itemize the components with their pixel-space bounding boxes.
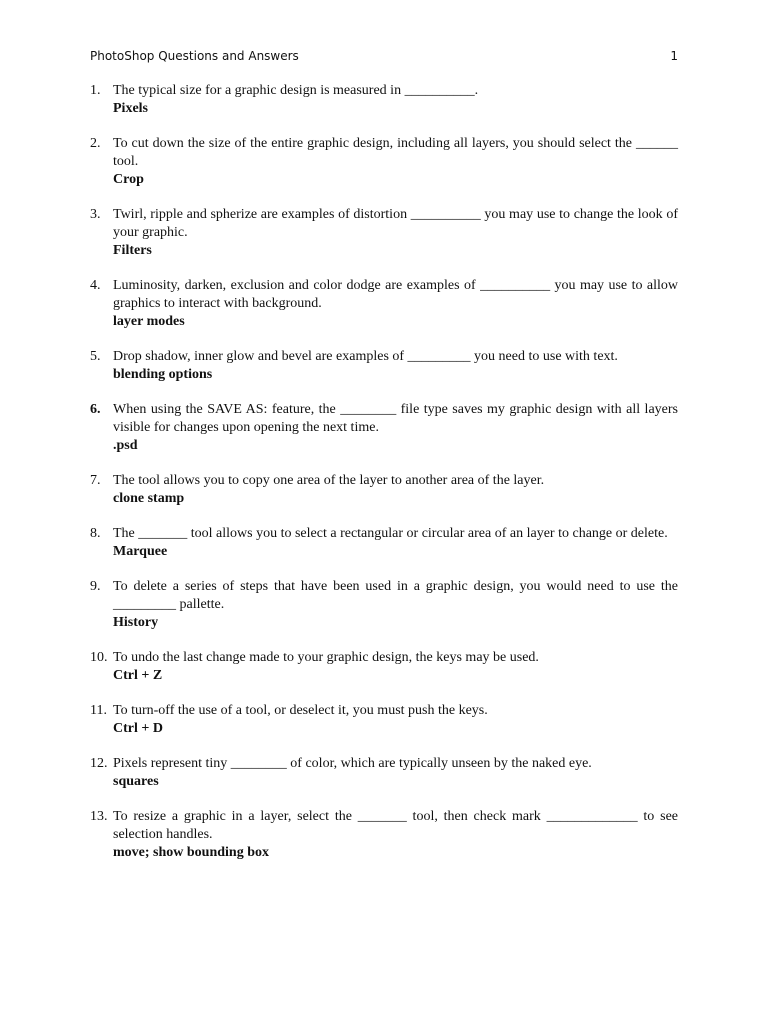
question-item: [90, 401, 678, 455]
question-item: [90, 755, 678, 791]
question-text: The typical size for a graphic design is measured in __________.: [113, 83, 479, 98]
header-title: PhotoShop Questions and Answers: [90, 49, 299, 63]
question-item: [90, 82, 678, 118]
question-item: [90, 808, 678, 862]
question-item: [90, 649, 678, 685]
question-number: 2.: [90, 136, 101, 151]
question-item: [90, 702, 678, 738]
question-text: Drop shadow, inner glow and bevel are examples of _________ you need to use with text.: [113, 349, 618, 364]
question-text: To turn-off the use of a tool, or deselect it, you must push the keys.: [113, 703, 488, 718]
answer-text: .psd: [113, 438, 138, 453]
question-number: 8.: [90, 526, 101, 541]
question-text: Twirl, ripple and spherize are examples of distortion __________ you may use to change the look of your graphic.: [113, 207, 678, 240]
question-item: [90, 472, 678, 508]
question-list: [90, 82, 678, 879]
question-number: 6.: [90, 402, 101, 417]
question-item: [90, 578, 678, 632]
question-text: When using the SAVE AS: feature, the ________ file type saves my graphic design with all layers visible for changes upon opening the next time.: [113, 402, 678, 435]
answer-text: layer modes: [113, 314, 185, 329]
question-item: [90, 135, 678, 189]
answer-text: Ctrl + D: [113, 721, 163, 736]
question-text: Luminosity, darken, exclusion and color dodge are examples of __________ you may use to allow graphics to interact with background.: [113, 278, 678, 311]
question-number: 13.: [90, 809, 108, 824]
question-number: 11.: [90, 703, 107, 718]
answer-text: Crop: [113, 172, 144, 187]
question-item: [90, 525, 678, 561]
question-number: 7.: [90, 473, 101, 488]
question-text: To resize a graphic in a layer, select the _______ tool, then check mark _____________ to see selection handles.: [113, 809, 678, 842]
question-text: The tool allows you to copy one area of the layer to another area of the layer.: [113, 473, 545, 488]
answer-text: move; show bounding box: [113, 845, 269, 860]
answer-text: History: [113, 615, 159, 630]
answer-text: squares: [113, 774, 159, 789]
question-text: To delete a series of steps that have been used in a graphic design, you would need to use the _________ pallette.: [113, 579, 678, 612]
question-item: [90, 206, 678, 260]
page-header: [90, 46, 678, 66]
answer-text: Filters: [113, 243, 152, 258]
question-number: 3.: [90, 207, 101, 222]
question-number: 1.: [90, 83, 101, 98]
question-item: [90, 277, 678, 331]
answer-text: clone stamp: [113, 491, 185, 506]
answer-text: Ctrl + Z: [113, 668, 163, 683]
answer-text: Pixels: [113, 101, 148, 116]
question-number: 5.: [90, 349, 101, 364]
question-text: To undo the last change made to your graphic design, the keys may be used.: [113, 650, 539, 665]
question-number: 12.: [90, 756, 108, 771]
answer-text: blending options: [113, 367, 213, 382]
question-number: 9.: [90, 579, 101, 594]
page-number: 1: [670, 49, 678, 63]
question-number: 10.: [90, 650, 108, 665]
question-number: 4.: [90, 278, 101, 293]
question-text: To cut down the size of the entire graphic design, including all layers, you should select the ______ tool.: [113, 136, 678, 169]
question-text: Pixels represent tiny ________ of color, which are typically unseen by the naked eye.: [113, 756, 592, 771]
question-item: [90, 348, 678, 384]
question-text: The _______ tool allows you to select a rectangular or circular area of an layer to change or delete.: [113, 526, 668, 541]
answer-text: Marquee: [113, 544, 168, 559]
